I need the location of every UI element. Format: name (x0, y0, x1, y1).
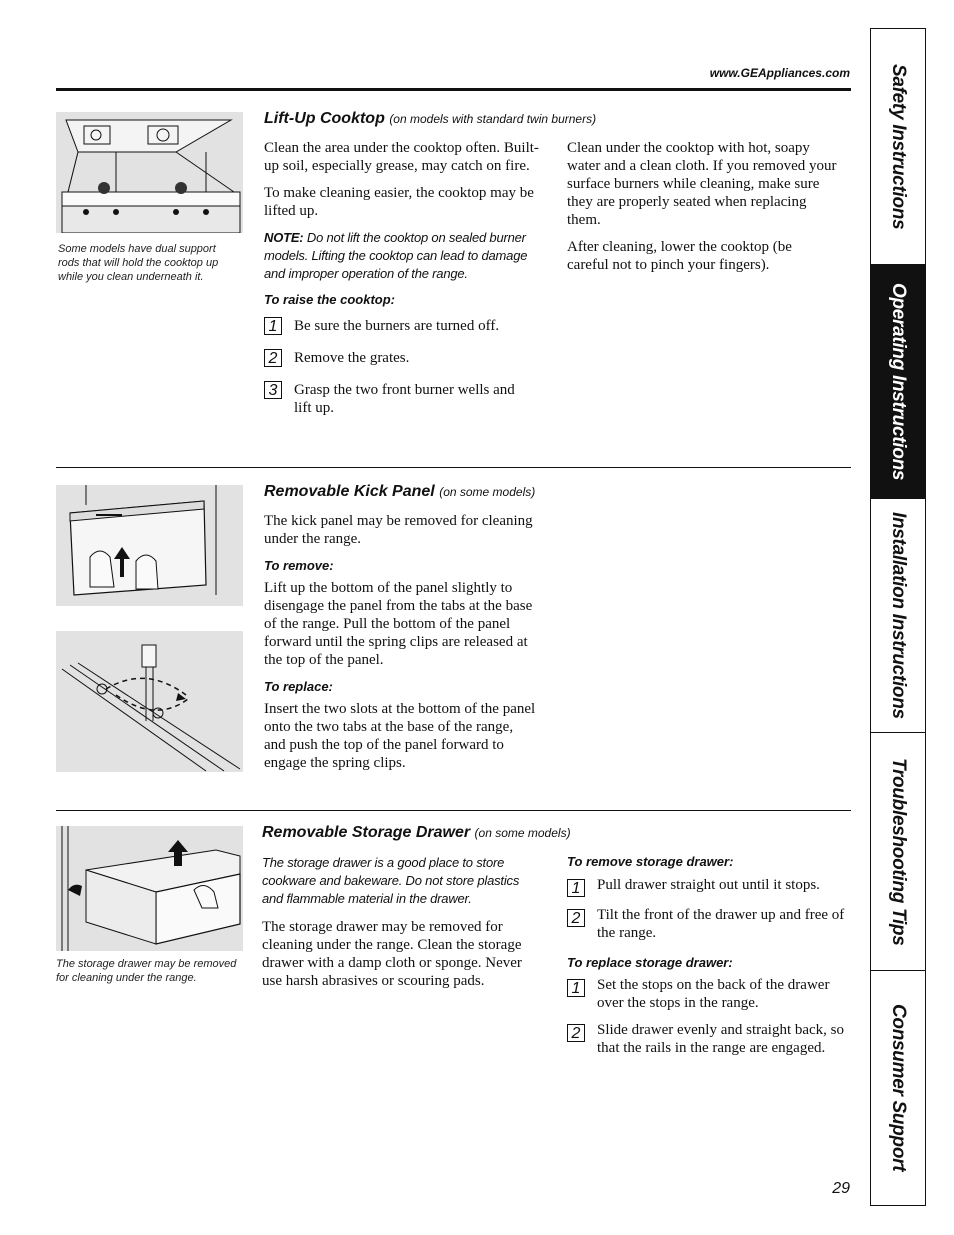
step-number: 3 (264, 381, 282, 399)
cooktop-paragraph-4: After cleaning, lower the cooktop (be careful not to pinch your fingers). (567, 239, 792, 273)
cooktop-column-1 (264, 139, 542, 417)
step-item (567, 906, 851, 942)
step-number: 2 (567, 1024, 585, 1042)
step-text: Remove the grates. (294, 350, 410, 366)
cooktop-note (264, 229, 542, 283)
cooktop-subtitle: (on models with standard twin burners) (389, 112, 597, 126)
kick-panel-illustration-2 (56, 631, 243, 772)
tab-label: Consumer Support (888, 1004, 909, 1172)
tab-safety-instructions[interactable] (871, 29, 925, 265)
cooktop-heading (264, 110, 596, 128)
website-url: www.GEAppliances.com (709, 66, 850, 80)
kick-panel-text (264, 512, 536, 772)
drawer-paragraph: The storage drawer may be removed for cleaning under the range. Clean the storage drawer with a damp cloth or sponge. Never use harsh abrasives or scouring pads. (262, 919, 522, 989)
drawer-subtitle: (on some models) (474, 826, 571, 840)
tab-label: Installation Instructions (888, 512, 909, 719)
kick-panel-subtitle: (on some models) (439, 485, 536, 499)
step-text: Slide drawer evenly and straight back, so that the rails in the range are engaged. (597, 1022, 845, 1056)
step-text: Be sure the burners are turned off. (294, 318, 500, 334)
step-text: Pull drawer straight out until it stops. (597, 877, 820, 893)
tab-consumer-support[interactable] (871, 971, 925, 1205)
tab-label: Operating Instructions (888, 282, 909, 481)
note-text: Do not lift the cooktop on sealed burner models. Lifting the cooktop can lead to damage and improper operation of the range. (264, 230, 528, 281)
step-text: Grasp the two front burner wells and lift up. (294, 382, 515, 416)
tab-label: Safety Instructions (888, 63, 909, 230)
cooktop-column-2 (567, 139, 837, 274)
step-item (567, 1021, 851, 1057)
cooktop-paragraph-1: Clean the area under the cooktop often. Built-up soil, especially grease, may catch on fire. (264, 140, 539, 174)
drawer-column-1 (262, 854, 524, 990)
tab-operating-instructions[interactable] (871, 265, 925, 499)
kick-panel-heading (264, 483, 535, 501)
step-item (264, 349, 542, 381)
drawer-column-2 (567, 854, 851, 1057)
drawer-replace-heading: To replace storage drawer: (567, 955, 733, 970)
header-rule (56, 88, 851, 91)
section-divider (56, 810, 851, 811)
drawer-remove-heading: To remove storage drawer: (567, 854, 734, 869)
cooktop-paragraph-2: To make cleaning easier, the cooktop may be lifted up. (264, 185, 534, 219)
cooktop-caption: Some models have dual support rods that will hold the cooktop up while you clean underneath it. (58, 243, 219, 283)
kick-panel-illustration-1 (56, 485, 243, 606)
step-number: 1 (264, 317, 282, 335)
drawer-intro: The storage drawer is a good place to store cookware and bakeware. Do not store plastics and flammable material in the drawer. (262, 855, 520, 906)
raise-cooktop-steps (264, 317, 542, 417)
drawer-illustration (56, 826, 243, 951)
drawer-replace-steps (567, 976, 851, 1057)
step-item (567, 876, 851, 897)
page-number: 29 (832, 1180, 850, 1197)
kick-panel-title: Removable Kick Panel (264, 483, 435, 500)
kick-replace-heading: To replace: (264, 679, 333, 694)
tab-troubleshooting-tips[interactable] (871, 733, 925, 971)
drawer-remove-steps (567, 876, 851, 942)
drawer-title: Removable Storage Drawer (262, 824, 471, 841)
step-item (264, 381, 542, 417)
step-item (567, 976, 851, 1012)
step-item (264, 317, 542, 349)
step-number: 2 (264, 349, 282, 367)
drawer-caption: The storage drawer may be removed for cleaning under the range. (56, 958, 237, 984)
drawer-heading (262, 824, 571, 842)
kick-remove-text: Lift up the bottom of the panel slightly to disengage the panel from the tabs at the base of the range. Pull the bottom of the panel forward until the spring clips are released at the top of the panel. (264, 580, 533, 668)
step-text: Tilt the front of the drawer up and free of the range. (597, 907, 845, 941)
section-divider (56, 467, 851, 468)
kick-panel-intro: The kick panel may be removed for cleaning under the range. (264, 513, 533, 547)
raise-cooktop-heading: To raise the cooktop: (264, 292, 395, 307)
section-tabs (870, 28, 926, 1206)
cooktop-illustration (56, 112, 243, 233)
tab-installation-instructions[interactable] (871, 499, 925, 733)
tab-label: Troubleshooting Tips (888, 757, 909, 946)
step-number: 2 (567, 909, 585, 927)
note-label: NOTE: (264, 230, 304, 245)
kick-replace-text: Insert the two slots at the bottom of the panel onto the two tabs at the base of the range, and push the top of the panel forward to engage the spring clips. (264, 701, 536, 771)
step-text: Set the stops on the back of the drawer over the stops in the range. (597, 977, 830, 1011)
cooktop-paragraph-3: Clean under the cooktop with hot, soapy water and a clean cloth. If you removed your surface burners while cleaning, make sure they are properly seated when replacing them. (567, 140, 837, 228)
step-number: 1 (567, 879, 585, 897)
step-number: 1 (567, 979, 585, 997)
cooktop-title: Lift-Up Cooktop (264, 110, 385, 127)
kick-remove-heading: To remove: (264, 558, 334, 573)
